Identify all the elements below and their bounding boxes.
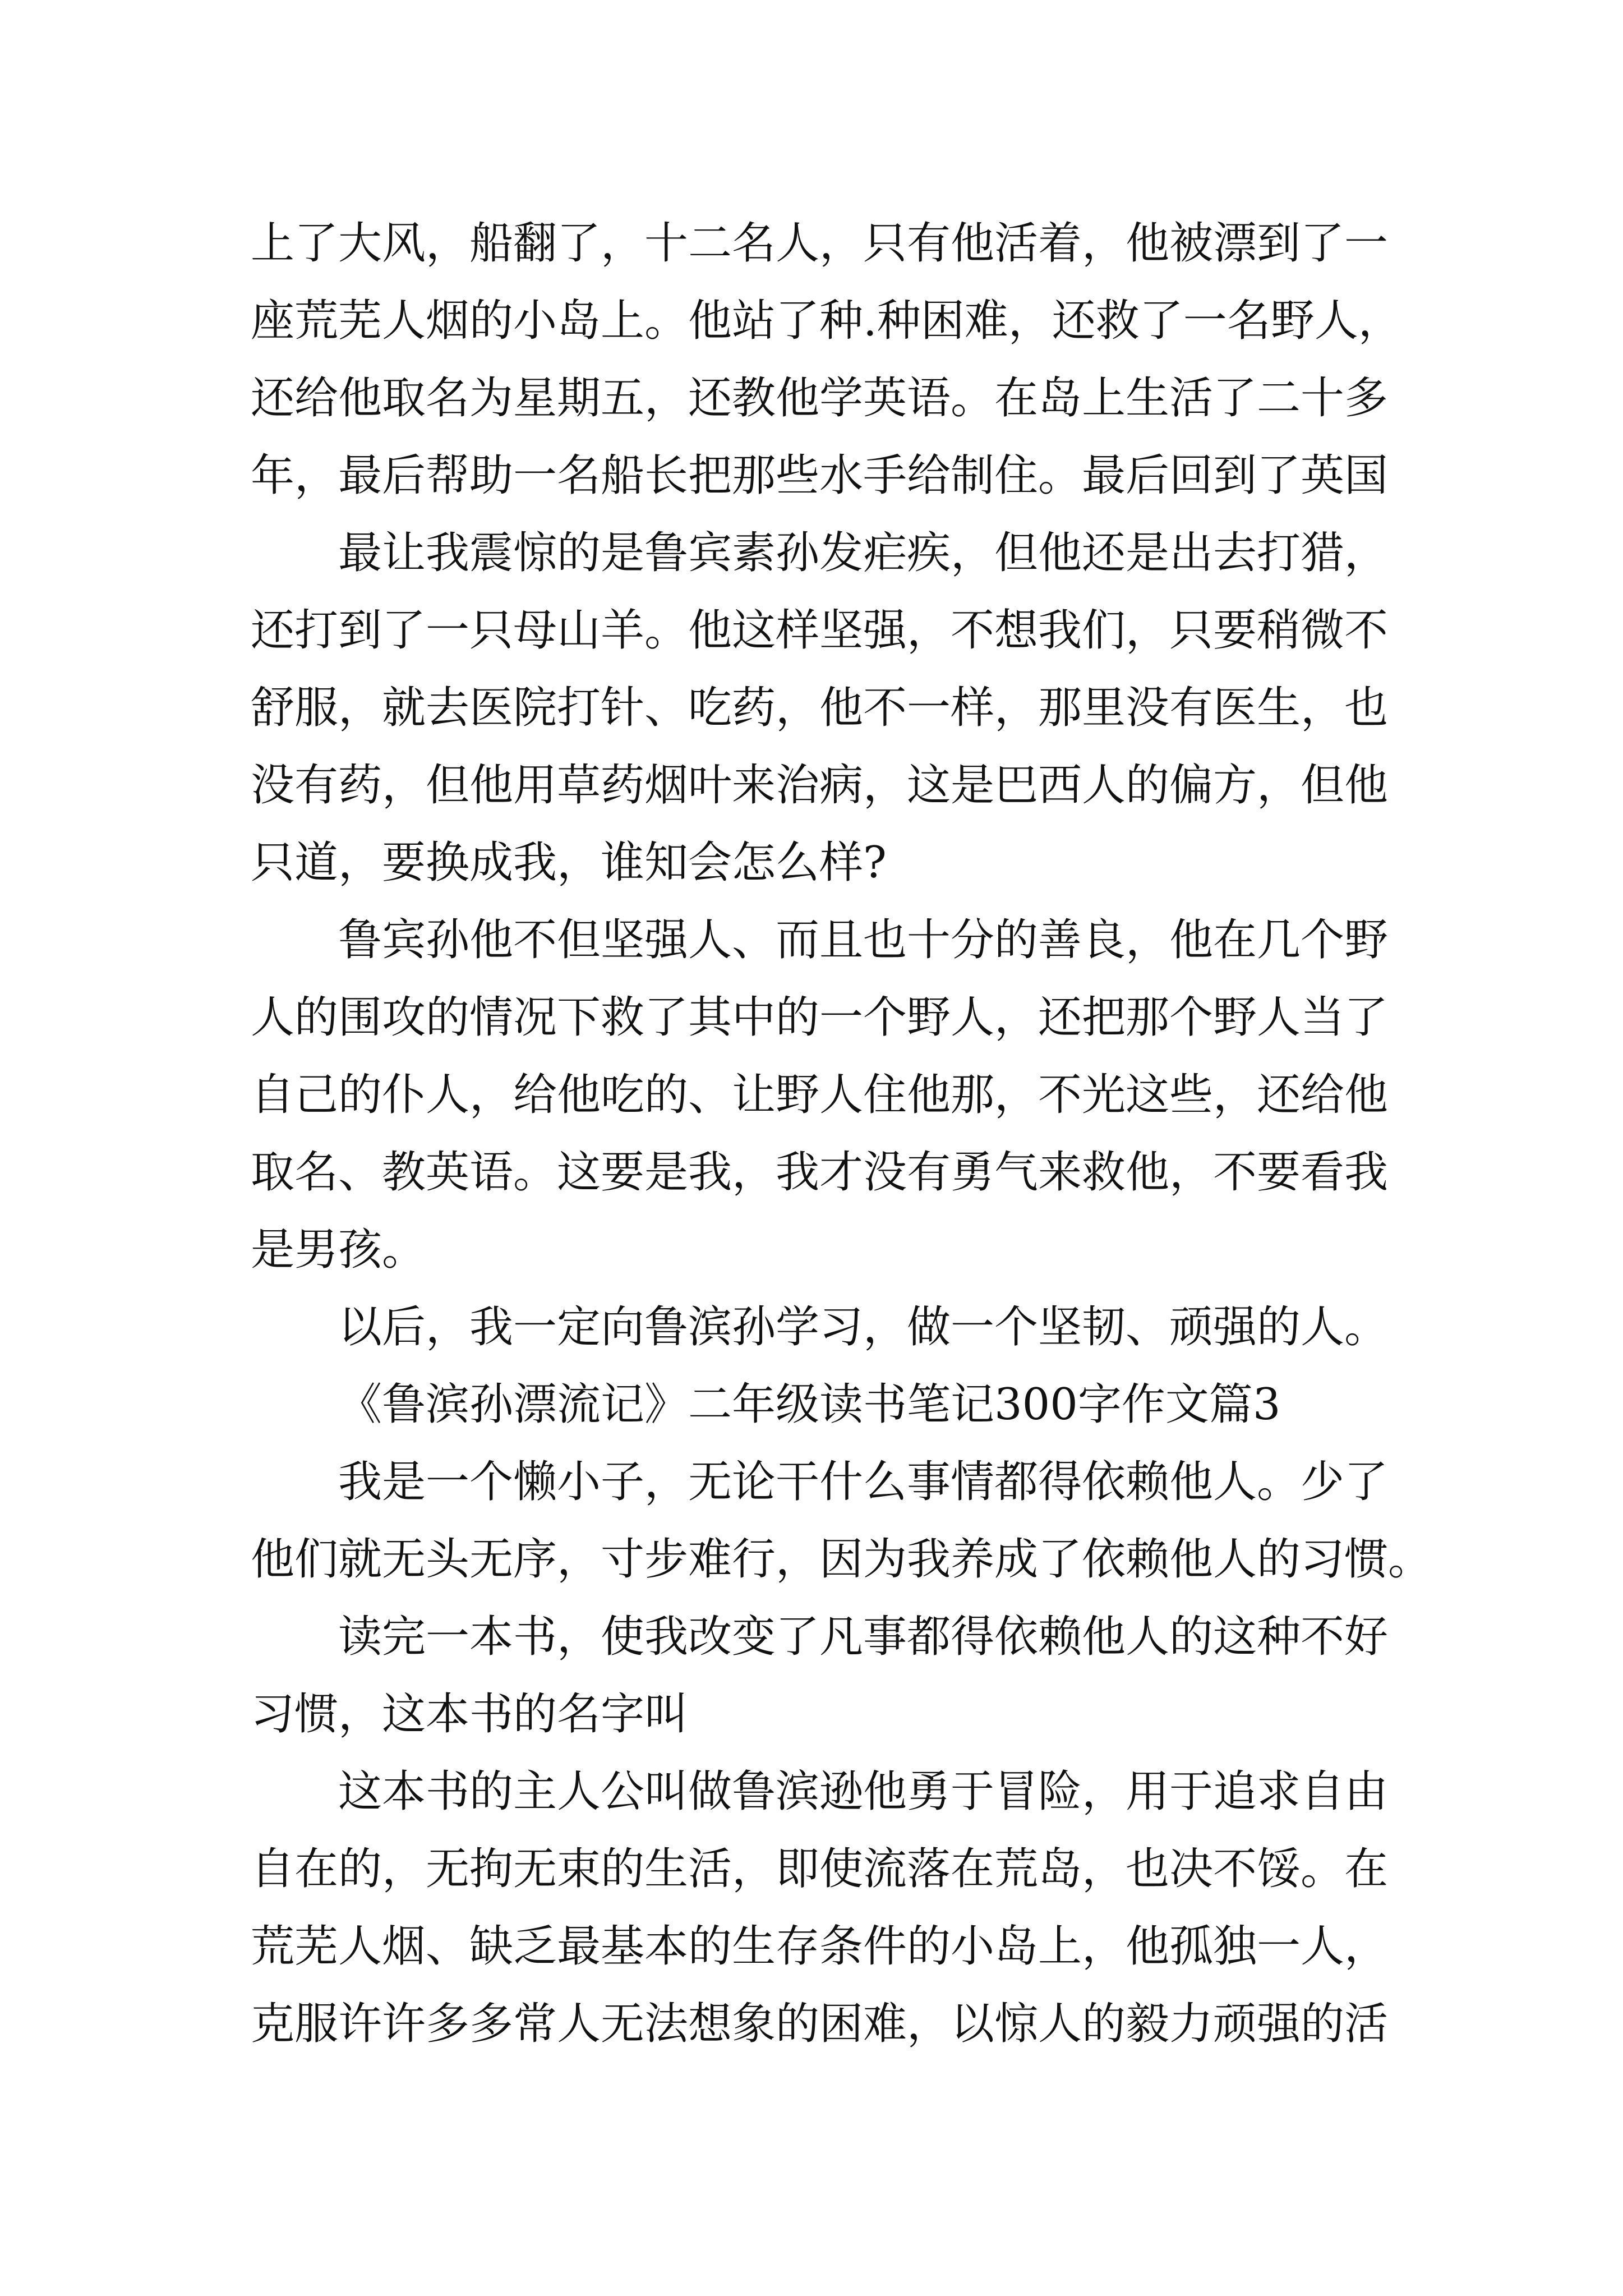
paragraph: [251, 1753, 1440, 2063]
text-line: 人的围攻的情况下救了其中的一个野人，还把那个野人当了: [251, 992, 1389, 1043]
text-line: 还给他取名为星期五，还教他学英语。在岛上生活了二十多: [251, 373, 1389, 424]
text-line: 鲁宾孙他不但坚强人、而且也十分的善良，他在几个野: [338, 915, 1389, 965]
text-line: 没有药，但他用草药烟叶来治病，这是巴西人的偏方，但他: [251, 760, 1389, 811]
text-line: 自在的，无拘无束的生活，即使流落在荒岛，也决不馁。在: [251, 1844, 1389, 1894]
text-line: 只道，要换成我，谁知会怎么样?: [251, 838, 887, 888]
paragraph: [251, 1598, 1440, 1753]
text-line: 年，最后帮助一名船长把那些水手给制住。最后回到了英国: [251, 450, 1389, 501]
text-line: 舒服，就去医院打针、吃药，他不一样，那里没有医生，也: [251, 683, 1389, 733]
text-line: 最让我震惊的是鲁宾素孙发疟疾，但他还是出去打猎，: [338, 528, 1389, 578]
paragraph: [251, 205, 1440, 514]
text-line: 取名、教英语。这要是我，我才没有勇气来救他，不要看我: [251, 1147, 1389, 1198]
paragraph: [251, 1289, 1440, 1366]
text-line: 他们就无头无序，寸步难行，因为我养成了依赖他人的习惯。: [251, 1534, 1432, 1585]
text-line: 座荒芜人烟的小岛上。他站了种.种困难，还救了一名野人，: [251, 296, 1402, 346]
text-line: 自己的仆人，给他吃的、让野人住他那，不光这些，还给他: [251, 1070, 1389, 1120]
text-line: 我是一个懒小子，无论干什么事情都得依赖他人。少了: [338, 1457, 1389, 1507]
document-body: [251, 205, 1440, 2063]
paragraph: [251, 1443, 1440, 1598]
text-line: 读完一本书，使我改变了凡事都得依赖他人的这种不好: [338, 1612, 1389, 1662]
text-line: 克服许许多多常人无法想象的困难，以惊人的毅力顽强的活: [251, 1999, 1389, 2049]
text-line: 荒芜人烟、缺乏最基本的生存条件的小岛上，他孤独一人，: [251, 1921, 1389, 1972]
section-heading-text: 《鲁滨孙漂流记》二年级读书笔记300字作文篇3: [338, 1379, 1281, 1430]
text-line: 以后，我一定向鲁滨孙学习，做一个坚韧、顽强的人。: [338, 1302, 1389, 1352]
paragraph: [251, 514, 1440, 901]
text-line: 是男孩。: [251, 1225, 426, 1275]
text-line: 还打到了一只母山羊。他这样坚强，不想我们，只要稍微不: [251, 605, 1389, 656]
paragraph: [251, 901, 1440, 1289]
text-line: 这本书的主人公叫做鲁滨逊他勇于冒险，用于追求自由: [338, 1766, 1389, 1817]
section-heading: [251, 1366, 1440, 1443]
text-line: 上了大风，船翻了，十二名人，只有他活着，他被漂到了一: [251, 218, 1389, 269]
text-line: 习惯，这本书的名字叫: [251, 1689, 689, 1740]
